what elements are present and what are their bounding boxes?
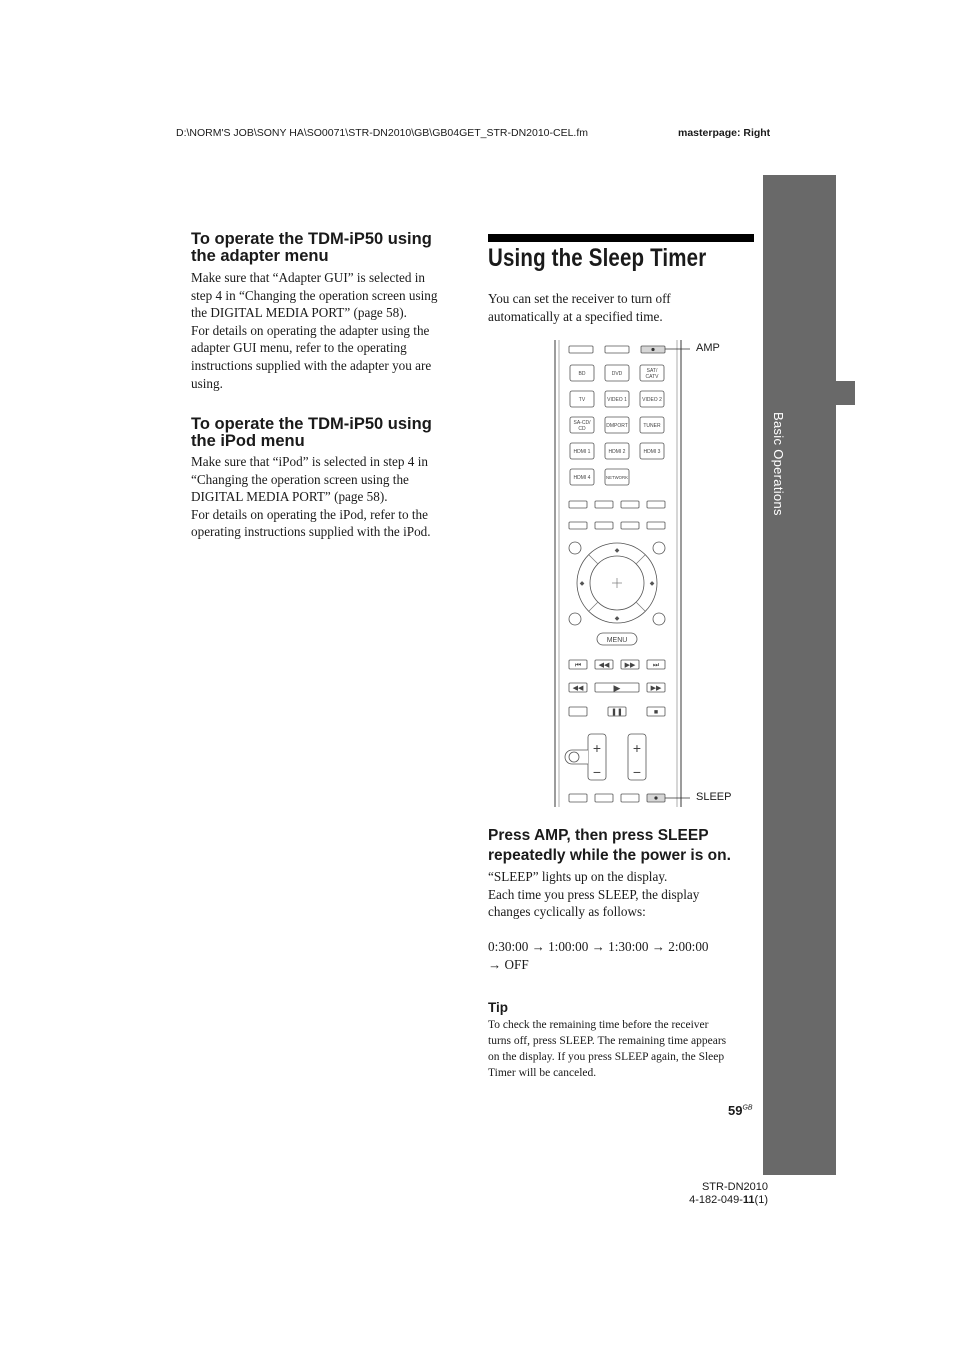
remote-control-illustration [550, 335, 740, 815]
intro-text [488, 290, 750, 325]
video2-label: VIDEO 2 [642, 397, 662, 403]
tip-line: turns off, press SLEEP. The remaining time appears [488, 1035, 727, 1047]
code-prefix: 4-182-049- [689, 1193, 743, 1206]
body-line: Make sure that “iPod” is selected in step 4 in [191, 454, 428, 469]
page-number-value: 59 [728, 1103, 743, 1118]
body-line: using. [191, 375, 223, 391]
body-line: adapter GUI menu, refer to the operating [191, 340, 407, 356]
document-code [686, 1194, 768, 1207]
svg-text:◆: ◆ [614, 616, 620, 622]
video1-label: VIDEO 1 [607, 397, 627, 403]
hdmi4-label: HDMI 4 [573, 475, 591, 481]
body-line: For details on operating the iPod, refer to the [191, 506, 428, 522]
tip-line: on the display. If you press SLEEP again, the Sleep [488, 1051, 725, 1063]
body-line: “Changing the operation screen using the [191, 471, 409, 487]
title-rule [488, 234, 754, 242]
code-bold: 11 [742, 1193, 755, 1206]
svg-text:+: + [592, 740, 602, 756]
svg-text:−: − [592, 764, 602, 780]
step-line: “SLEEP” lights up on the display. [488, 869, 668, 884]
svg-text:⏭: ⏭ [652, 662, 660, 669]
body-line: Make sure that “Adapter GUI” is selected in [191, 270, 425, 285]
tip-line: To check the remaining time before the receiver [488, 1019, 709, 1031]
body-line: step 4 in “Changing the operation screen using [191, 287, 438, 303]
tv-label: TV [578, 397, 586, 403]
step-body [488, 868, 750, 921]
side-tab-label: Basic Operations [771, 412, 786, 516]
hdmi1-label: HDMI 1 [573, 449, 591, 455]
page-number-suffix: GB [742, 1104, 753, 1112]
svg-text:◀◀: ◀◀ [572, 685, 584, 692]
svg-text:◀◀: ◀◀ [598, 662, 610, 669]
masterpage-header: masterpage: Right [678, 127, 771, 139]
adapter-menu-body [191, 269, 461, 392]
network-label: NETWORK [606, 475, 628, 480]
body-line: For details on operating the adapter using the [191, 322, 430, 338]
sleep-callout: SLEEP [696, 791, 732, 803]
menu-label: MENU [606, 637, 628, 644]
body-line: the DIGITAL MEDIA PORT” (page 58). [191, 305, 407, 321]
page-title: Using the Sleep Timer [488, 244, 707, 272]
step-line: Each time you press SLEEP, the display [488, 886, 700, 902]
heading-line: the adapter menu [191, 247, 329, 265]
svg-text:+: + [632, 740, 642, 756]
heading-line: To operate the TDM-iP50 using [191, 230, 432, 248]
bd-label: BD [578, 371, 586, 377]
code-suffix: (1) [754, 1193, 768, 1206]
step-heading-line: Press AMP, then press SLEEP [488, 827, 709, 844]
cycle-line: → OFF [488, 956, 529, 972]
sat-label-2: CATV [645, 374, 659, 380]
tip-heading: Tip [488, 1000, 508, 1015]
heading-line: To operate the TDM-iP50 using [191, 415, 432, 433]
section-heading-adapter-menu [191, 231, 432, 265]
sat-label-1: SAT/ [646, 368, 658, 374]
file-path-header: D:\NORM'S JOB\SONY HA\SO0071\STR-DN2010\GB\GB04GET_STR-DN2010-CEL.fm [176, 127, 589, 139]
section-side-tab [763, 175, 836, 1175]
amp-callout: AMP [696, 342, 720, 354]
step-heading [488, 826, 731, 866]
body-line: instructions supplied with the adapter you are [191, 357, 432, 373]
footer-model-info [686, 1181, 768, 1206]
model-number: STR-DN2010 [701, 1181, 768, 1193]
intro-line: automatically at a specified time. [488, 308, 663, 324]
svg-text:■: ■ [653, 709, 659, 716]
cycle-line: 0:30:00 → 1:00:00 → 1:30:00 → 2:00:00 [488, 939, 709, 954]
body-line: DIGITAL MEDIA PORT” (page 58). [191, 489, 388, 505]
section-heading-ipod-menu [191, 416, 432, 450]
svg-text:−: − [632, 764, 642, 780]
intro-line: You can set the receiver to turn off [488, 291, 671, 306]
tip-body [488, 1017, 754, 1081]
sacd-label-2: CD [578, 426, 586, 432]
step-line: changes cyclically as follows: [488, 904, 646, 920]
cycle-sequence [488, 938, 750, 973]
svg-text:◆: ◆ [649, 581, 655, 587]
ipod-menu-body [191, 453, 461, 541]
svg-text:◆: ◆ [614, 548, 620, 554]
hdmi3-label: HDMI 3 [643, 449, 661, 455]
dvd-label: DVD [611, 371, 623, 377]
step-heading-line: repeatedly while the power is on. [488, 847, 731, 864]
tuner-label: TUNER [643, 423, 661, 429]
heading-line: the iPod menu [191, 432, 305, 450]
page-number [728, 1103, 753, 1118]
svg-text:▶: ▶ [613, 683, 621, 693]
hdmi2-label: HDMI 2 [608, 449, 626, 455]
dmport-label: DMPORT [606, 423, 628, 429]
svg-text:❚❚: ❚❚ [611, 709, 623, 716]
svg-text:⏮: ⏮ [574, 662, 582, 669]
section-tab-marker [836, 381, 855, 405]
svg-text:▶▶: ▶▶ [650, 685, 662, 692]
tip-line: Timer will be canceled. [488, 1067, 597, 1079]
svg-text:▶▶: ▶▶ [624, 662, 636, 669]
body-line: operating instructions supplied with the iPod. [191, 524, 431, 540]
svg-text:◆: ◆ [579, 581, 585, 587]
sacd-label-1: SA-CD/ [573, 420, 591, 426]
